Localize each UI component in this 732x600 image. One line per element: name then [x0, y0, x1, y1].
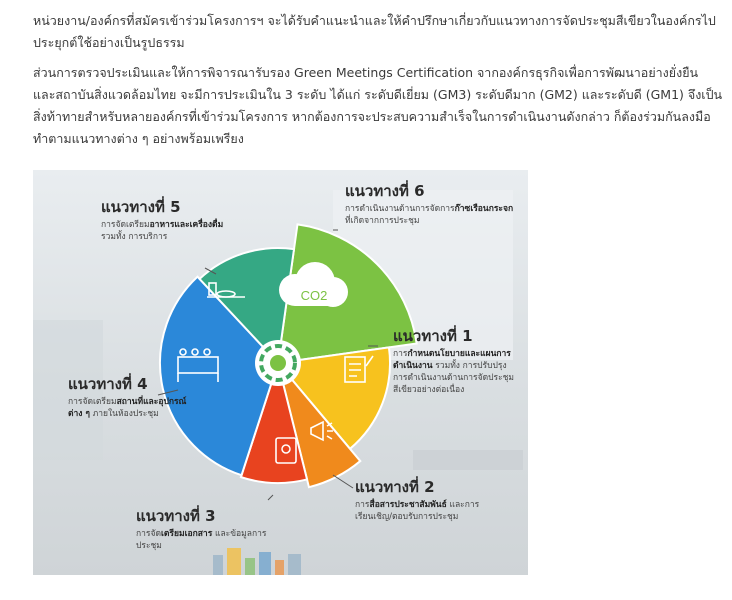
intro-paragraph-2: ส่วนการตรวจประเมินและให้การพิจารณารับรอง Green Meetings Certification จากองค์กรธุรกิจเพื่อการพัฒนาอย่างยั่งยืน และสถาบันสิ่งแวดล้อมไทย จะมีการประเมินใน 3 ระดับ ได้แก่ ระดับดีเยี่ยม (GM3) ระดับดีมาก (GM2) และระดับดี (GM1) จึงเป็นสิ่งท้าทายสำหรับหลายองค์กรที่เข้าร่วมโครงการ หากต้องการจะประสบความสำเร็จในการดำเนินงานดังกล่าว ก็ต้องร่วมกันลงมือทำตามแนวทางต่าง ๆ อย่างพร้อมเพรียง [33, 65, 723, 146]
svg-text:CO2: CO2 [300, 288, 328, 303]
guideline-6-description: การดำเนินงานด้านการจัดการก๊าซเรือนกระจก ที่เกิดจากการประชุม [345, 204, 514, 226]
intro-paragraph-1: หน่วยงาน/องค์กรที่สมัครเข้าร่วมโครงการฯ จะได้รับคำแนะนำและให้คำปรึกษาเกี่ยวกับแนวทางการจัดประชุมสีเขียวในองค์กรไปประยุกต์ใช้อย่างเป็นรูปธรรม [33, 13, 716, 50]
recycle-leaf-icon [255, 340, 301, 386]
guideline-3-title: แนวทางที่ 3 [136, 507, 216, 525]
guideline-1-description: การกำหนดนโยบายและแผนการดำเนินงาน รวมทั้ง การปรับปรุงการดำเนินงานด้านการจัดประชุมสีเขียวอย่างต่อเนื่อง [393, 349, 515, 395]
guideline-6-callout [345, 182, 515, 227]
guideline-1-callout [393, 327, 518, 396]
guideline-3-callout [136, 507, 276, 552]
guideline-2-callout [355, 478, 485, 523]
city-skyline-icon [213, 548, 301, 575]
guideline-6-title: แนวทางที่ 6 [345, 182, 425, 200]
guideline-3-description: การจัดเตรียมเอกสาร และข้อมูลการประชุม [136, 529, 267, 551]
background-table [413, 450, 523, 470]
guideline-1-title: แนวทางที่ 1 [393, 327, 473, 345]
guideline-5-description: การจัดเตรียมอาหารและเครื่องดื่ม รวมทั้ง การบริการ [101, 220, 224, 242]
guideline-4-title: แนวทางที่ 4 [68, 375, 148, 393]
guideline-2-description: การสื่อสารประชาสัมพันธ์ และการเรียนเชิญ/ตอบรับการประชุม [355, 500, 480, 522]
guideline-5-callout [101, 198, 226, 243]
guideline-4-callout [68, 375, 188, 420]
guideline-5-title: แนวทางที่ 5 [101, 198, 181, 216]
guideline-2-title: แนวทางที่ 2 [355, 478, 435, 496]
green-meetings-infographic [33, 170, 528, 575]
guideline-4-description: การจัดเตรียมสถานที่และอุปกรณ์ต่าง ๆ ภายในห้องประชุม [68, 397, 187, 419]
